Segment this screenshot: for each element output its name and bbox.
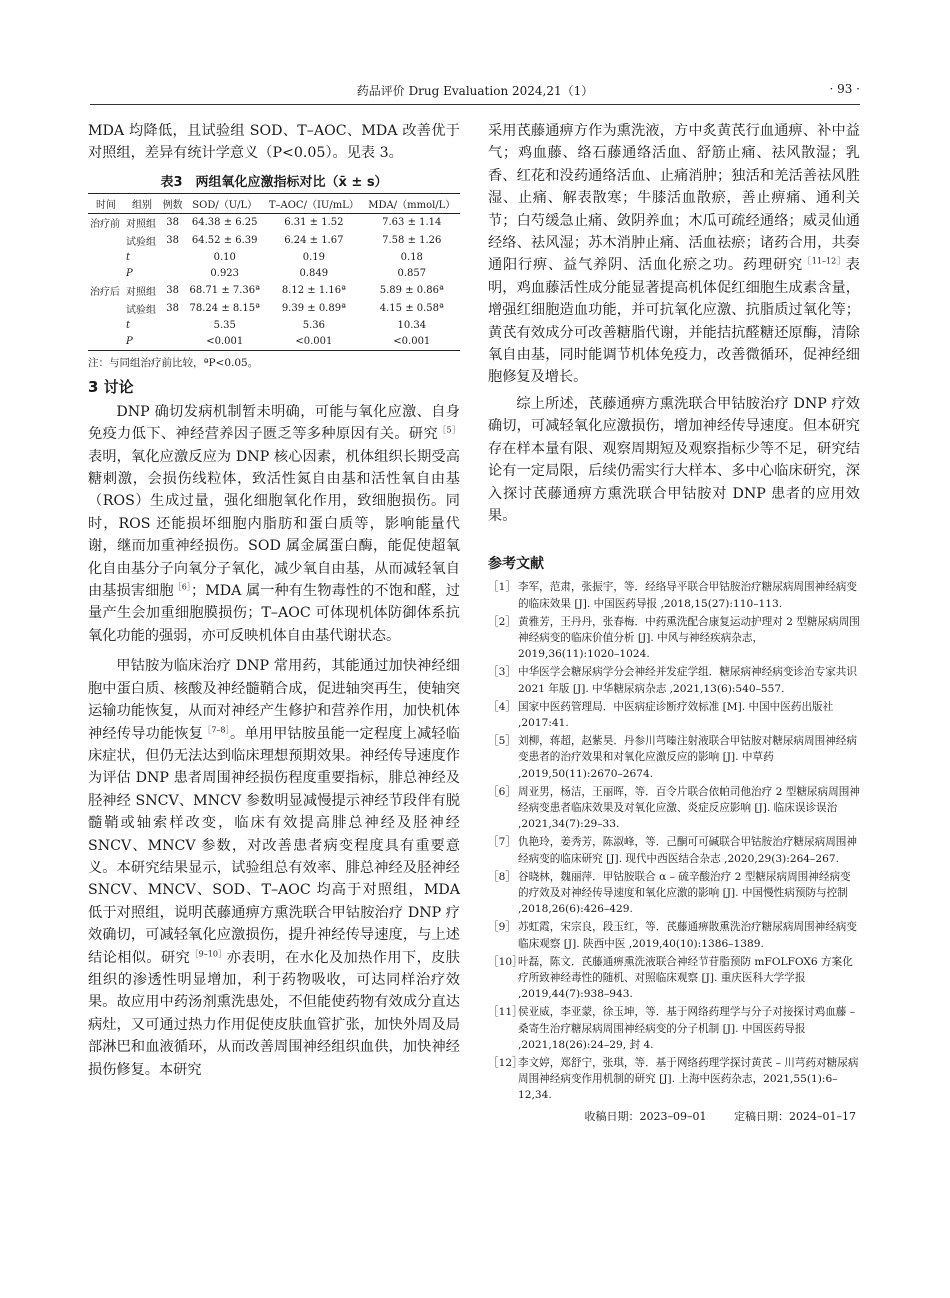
discussion-paragraph-2 [88,655,460,1081]
col-header-sod: SOD/（U/L） [185,193,264,213]
table-note: 注：与同组治疗前比较，ªP<0.05。 [88,356,259,369]
reference-number: ［3］ [488,666,516,679]
table-header-row [88,193,460,213]
text-run: 表明，氧化应激反应为 DNP 核心因素，机体组织长期受高糖刺激，会损伤线粒体，致活性氮自由基和活性氧自由基（ROS）生成过量，强化细胞氧化作用，致细胞损伤。同时，ROS 还能损坏细胞内脂肪和蛋白质等，影响能量代谢，继而加重神经损伤。SOD 属金属蛋白酶，能促使超氧化自由基分子向氧分子氧化，减少氧自由基，从而减轻氧自由基损害细胞 [88,448,460,600]
col-header-n: 例数 [160,193,185,213]
citation: ［11–12］ [803,256,846,266]
table-cell: 78.24 ± 8.15ª [189,303,260,315]
table-cell: 8.12 ± 1.16ª [281,285,346,297]
table-cell: 6.24 ± 1.67 [284,235,344,247]
table-cell: 对照组 [125,219,156,231]
table-row [88,213,460,232]
table-cell: 7.58 ± 1.26 [382,235,442,247]
table-cell: 64.52 ± 6.39 [191,235,258,247]
reference-list [488,579,860,1103]
accepted-date: 定稿日期：2024–01–17 [734,1109,856,1123]
table-cell: 4.15 ± 0.58ª [379,303,444,315]
table-cell: 0.10 [213,252,236,264]
table-cell: 对照组 [125,287,156,299]
discussion-paragraph-1 [88,401,460,647]
reference-item [488,954,860,1003]
col-header-time: 时间 [88,193,124,213]
reference-item [488,1004,860,1053]
reference-number: ［8］ [488,870,516,883]
reference-item [488,784,860,833]
table-row [88,266,460,282]
table-cell: 试验组 [125,305,156,317]
table-cell [88,300,124,318]
reference-text: 李军，范肃，张振宇，等．经络导平联合甲钴胺治疗糖尿病周围神经病变的临床效果 [J]. 中国医药导报 ,2018,15(27):110–113. [518,581,857,610]
header-rule [90,104,860,105]
table-cell: 0.857 [397,268,427,280]
reference-item [488,834,860,866]
reference-item [488,614,860,663]
left-column [88,120,460,1081]
reference-text: 刘柳，蒋超，赵紫昊．丹参川芎嗪注射液联合甲钴胺对糖尿病周围神经病变患者的治疗效果和对氧化应激反应的影响 [J]. 中草药 ,2019,50(11):2670–2674. [518,735,857,780]
table-cell [160,334,185,351]
section-heading-discussion: 3 讨论 [88,377,134,396]
reference-item [488,1055,860,1104]
table-cell [160,318,185,334]
citation: ［9–10］ [190,948,227,958]
reference-text: 苏虹霞，宋宗良，段玉红，等．芪藤通痹散熏洗治疗糖尿病周围神经病变临床观察 [J]. 陕西中医 ,2019,40(10):1386–1389. [518,921,857,950]
col-header-group: 组别 [124,193,160,213]
reference-number: ［1］ [488,581,516,594]
table-cell [160,266,185,282]
text-run: 表明，鸡血藤活性成分能显著提高机体促红细胞生成素含量，增强红细胞造血功能，并可抗氧化应激、抗脂质过氧化等；黄芪有效成分可改善糖脂代谢，并能拮抗醛糖还原酶，清除氧自由基，同时能调节机体免疫力，改善微循环，促神经细胞修复及增长。 [488,257,860,386]
table-cell: <0.001 [264,334,363,351]
table-cell: <0.001 [364,334,460,351]
reference-text: 李文婷，郑舒宁，张琪，等．基于网络药理学探讨黄芪 – 川芎药对糖尿病周围神经病变作用机制的研究 [J]. 上海中医药杂志，2021,55(1):6–12,34. [518,1057,859,1102]
table-row [88,232,460,250]
dates-line [488,1108,860,1124]
col-header-taoc: T–AOC/（IU/mL） [264,193,363,213]
table-cell: 0.18 [400,252,423,264]
citation: ［5］ [438,425,460,435]
journal-title: 药品评价 Drug Evaluation 2024,21（1） [356,84,594,98]
table-row [88,300,460,318]
references-heading: 参考文献 [488,556,544,573]
table-cell: 38 [166,303,180,315]
text-run: 。单用甲钴胺虽能一定程度上减轻临床症状，但仍无法达到临床理想预期效果。神经传导速度作为评估 DNP 患者周围神经损伤程度重要指标，腓总神经及胫神经 SNCV、MNCV 参数明显减慢提示神经节段伴有脱髓鞘或轴索样改变，临床有效提高腓总神经及胫神经 SNCV、MNCV 参数，对改善患者病变程度具有重要意义。本研究结果显示，试验组总有效率、腓总神经及胫神经 SNCV、MNCV、SOD、T–AOC 均高于对照组，MDA 低于对照组，说明芪藤通痹方熏洗联合甲钴胺治疗 DNP 疗效确切，可减轻氧化应激损伤，提升神经传导速度，与上述结论相似。研究 [88,725,460,966]
reference-text: 叶磊，陈文．芪藤通痹熏洗液联合神经节苷脂预防 mFOLFOX6 方案化疗所致神经毒性的随机、对照临床观察 [J]. 重庆医科大学学报 ,2019,44(7):938–943. [518,955,853,1001]
reference-text: 侯亚威，李亚蒙，徐玉坤，等．基于网络药理学与分子对接探讨鸡血藤 – 桑寄生治疗糖尿病周围神经病变的分子机制 [J]. 中国医药导报 ,2021,18(26):24–29, 封 4. [518,1006,856,1051]
table-row [88,250,460,266]
citation: ［6］ [173,582,192,592]
reference-number: ［6］ [488,785,516,798]
reference-number: ［2］ [488,615,516,628]
table-cell: 治疗后 [90,287,120,299]
reference-item [488,664,860,696]
reference-item [488,733,860,782]
reference-text: 黄雅芳，王丹丹，张春梅．中药熏洗配合康复运动护理对 2 型糖尿病周围神经病变的临床价值分析 [J]. 中风与神经疾病杂志，2019,36(11):1020–1024. [518,615,860,661]
reference-text: 中华医学会糖尿病学分会神经并发症学组．糖尿病神经病变诊治专家共识 2021 年版 [J]. 中华糖尿病杂志 ,2021,13(6):540–557. [518,666,857,695]
table-cell: 9.39 ± 0.89ª [281,303,346,315]
table-cell: 试验组 [125,237,156,249]
table-cell: 5.35 [213,320,236,332]
table-cell [88,334,124,351]
table-3 [88,193,460,351]
table-3-title: 表3 两组氧化应激指标对比（x̄ ± s） [160,174,388,190]
reference-text: 周亚男，杨洁，王丽晖，等．百令片联合依帕司他治疗 2 型糖尿病周围神经病变患者临床效果及对氧化应激、炎症反应影响 [J]. 临床误诊误治 ,2021,34(7):29–33. [518,785,860,831]
table-cell: 64.38 ± 6.25 [191,217,258,229]
table-cell [160,250,185,266]
table-cell [88,266,124,282]
reference-text: 国家中医药管理局．中医病症诊断疗效标准 [M]. 中国中医药出版社 ,2017:41. [518,700,834,729]
table-cell: 0.923 [210,268,240,280]
table-cell [88,250,124,266]
reference-item [488,579,860,611]
page-number: · 93 · [829,82,860,96]
reference-number: ［12］ [488,1057,523,1069]
text-run: ；MDA 属一种有生物毒性的不饱和醛，过量产生会加重细胞膜损伤；T–AOC 可体现机体防御体系抗氧化功能的强弱，亦可反映机体自由基代谢状态。 [88,583,460,644]
table-cell: 治疗前 [90,219,120,231]
reference-number: ［11］ [488,1006,523,1019]
table-cell: 5.36 [302,320,325,332]
table-cell: 68.71 ± 7.36ª [189,285,260,297]
table-cell: P [125,268,133,280]
reference-number: ［10］ [488,955,523,968]
table-cell: t [125,320,131,332]
reference-number: ［4］ [488,700,516,713]
table-cell: 38 [166,217,180,229]
right-column [488,120,860,1124]
discussion-paragraph-3 [488,120,860,389]
reference-item [488,919,860,951]
table-cell [88,318,124,334]
reference-number: ［7］ [488,836,516,849]
table-cell: P [124,334,160,351]
reference-text: 仇艳玲，姜秀芳，陈淑峰，等．己酮可可碱联合甲钴胺治疗糖尿病周围神经病变的临床研究 [J]. 现代中西医结合杂志 ,2020,29(3):264–267. [518,836,857,865]
table-cell: <0.001 [185,334,264,351]
text-run: 采用芪藤通痹方作为熏洗液，方中炙黄芪行血通痹、补中益气；鸡血藤、络石藤通络活血、舒筋止痛、祛风散湿；乳香、红花和没药通络活血、止痛消肿；独活和羌活善祛风胜湿、止痛、解表散寒；牛膝活血散瘀，善止痹痛、通利关节；白芍缓急止痛、敛阴养血；木瓜可疏经通络；威灵仙通经络、祛风湿；苏木消肿止痛、活血祛瘀；诸药合用，共奏通阳行痹、益气养阴、活血化瘀之功。药理研究 [488,123,860,274]
reference-item [488,869,860,918]
table-cell: 7.63 ± 1.14 [382,217,442,229]
table-cell: 10.34 [397,320,427,332]
table-cell: 38 [166,235,180,247]
col-header-mda: MDA/（mmol/L） [364,193,460,213]
table-cell: 5.89 ± 0.86ª [379,285,444,297]
running-header [90,82,860,102]
table-cell: 0.19 [302,252,325,264]
received-date: 收稿日期：2023–09–01 [584,1109,707,1123]
table-cell: 38 [166,285,180,297]
table-cell: t [125,252,131,264]
reference-text: 谷晓林，魏丽萍．甲钴胺联合 α – 硫辛酸治疗 2 型糖尿病周围神经病变的疗效及对神经传导速度和氧化应激的影响 [J]. 中国慢性病预防与控制 ,2018,26(6):426–429. [518,870,851,916]
citation: ［7–8］ [203,724,230,734]
table-row [88,334,460,351]
conclusion-paragraph: 综上所述，芪藤通痹方熏洗联合甲钴胺治疗 DNP 疗效确切，可减轻氧化应激损伤，增加神经传导速度。但本研究存在样本量有限、观察周期短及观察指标少等不足，研究结论有一定局限，后续仍需实行大样本、多中心临床研究，深入探讨芪藤通痹方熏洗联合甲钴胺对 DNP 患者的应用效果。 [488,395,860,524]
reference-number: ［5］ [488,735,516,748]
text-run: DNP 确切发病机制暂未明确，可能与氧化应激、自身免疫力低下、神经营养因子匮乏等多种原因有关。研究 [88,403,460,443]
table-row [88,318,460,334]
table-cell [88,232,124,250]
text-run: 甲钴胺为临床治疗 DNP 常用药，其能通过加快神经细胞中蛋白质、核酸及神经髓鞘合成，促进轴突再生，使轴突运输功能恢复，从而对神经产生修护和营养作用，加快机体神经传导功能恢复 [88,658,460,742]
reference-item [488,699,860,731]
table-cell: 6.31 ± 1.52 [284,217,344,229]
results-tail-paragraph: MDA 均降低，且试验组 SOD、T–AOC、MDA 改善优于对照组，差异有统计学意义（P<0.05）。见表 3。 [88,123,460,162]
table-row [88,282,460,300]
table-body [88,213,460,350]
table-cell: 0.849 [299,268,329,280]
text-run: 亦表明，在水化及加热作用下，皮肤组织的渗透性明显增加，利于药物吸收，可达同样治疗效果。故应用中药汤剂熏洗患处，不但能使药物有效成分直达病灶，又可通过热力作用促使皮肤血管扩张，加快外周及局部淋巴和血液循环，从而改善周围神经组织血供，加快神经损伤修复。本研究 [88,949,460,1078]
reference-number: ［9］ [488,921,516,934]
